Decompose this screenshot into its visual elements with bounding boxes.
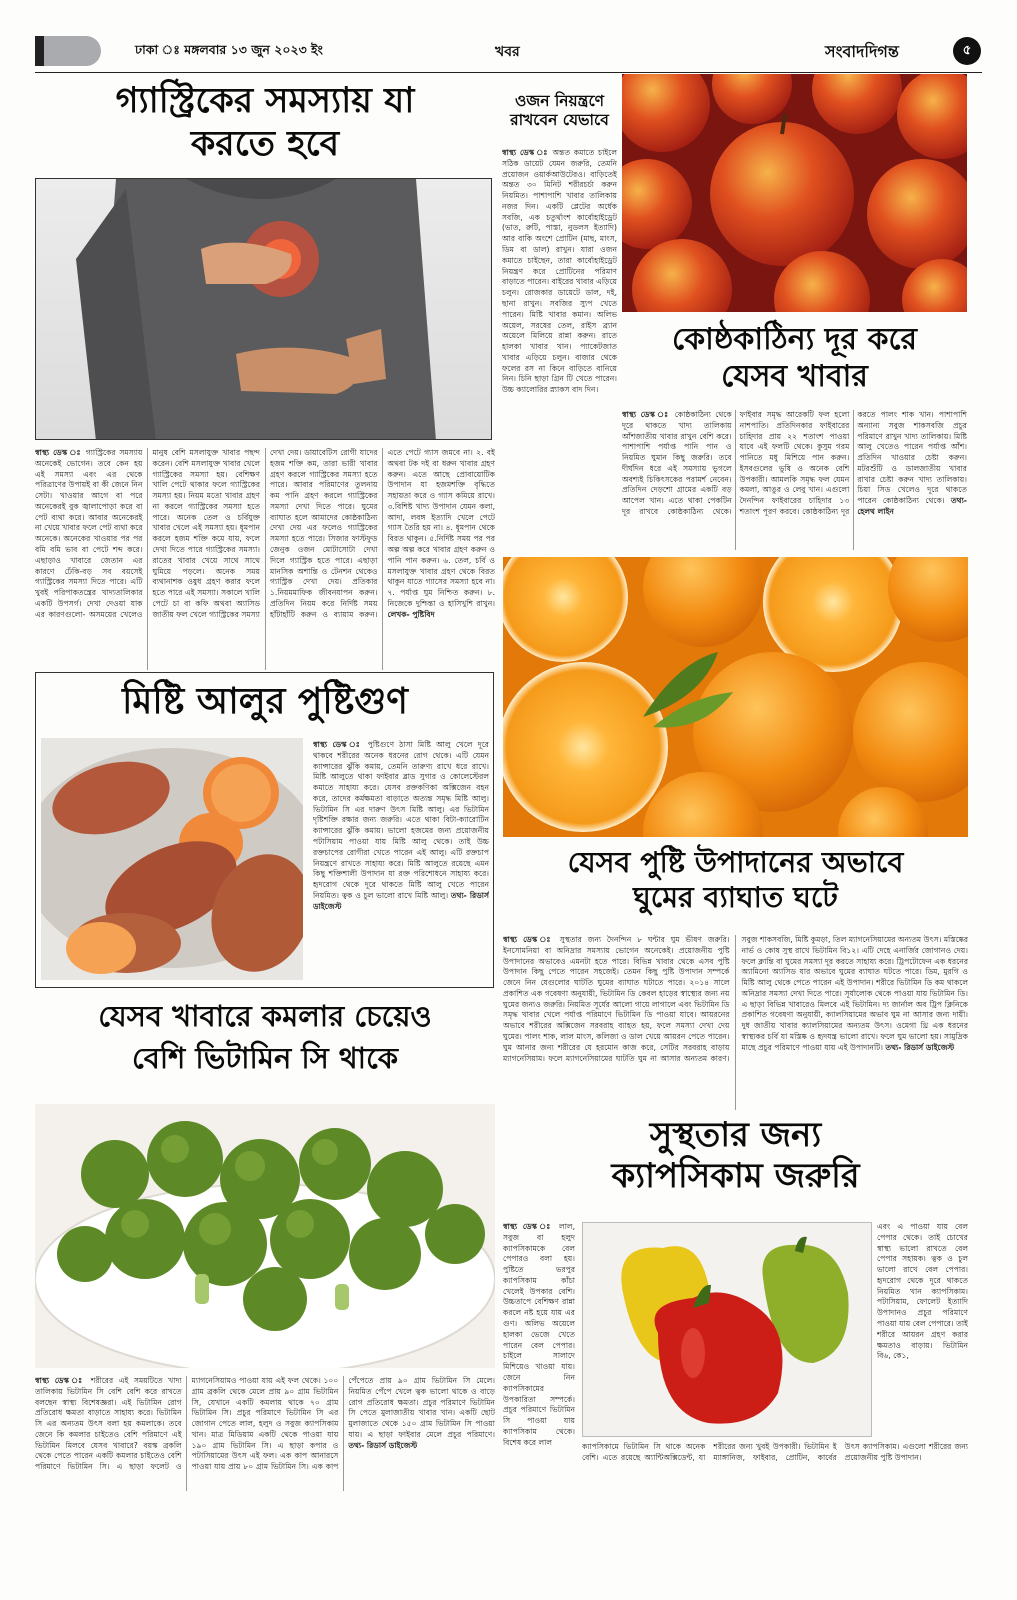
vitamin-c-title-line1: যেসব খাবারে কমলার চেয়েও xyxy=(98,999,432,1033)
constipation-title-line2: যেসব খাবার xyxy=(721,358,868,394)
page-number-badge xyxy=(953,37,981,65)
gastric-title-line1: গ্যাস্ট্রিকের সমস্যায় যা xyxy=(115,80,415,121)
header-bar xyxy=(35,33,982,73)
vitamin-c-title xyxy=(35,995,495,1079)
oranges-illustration xyxy=(503,557,968,837)
constipation-lead: স্বাস্থ্য ডেস্ক ঃ xyxy=(622,410,671,419)
sweet-potato-text: পুষ্টিগুণে ঠাসা মিষ্টি আলু খেলে দূরে থাকবে শরীরের অনেক ধরনের রোগ থেকে। এটি যেমন ক্যান্সারের ঝুঁকি কমায়, তেমনি তারুণ্য রাখে ধরে রাখে। মিষ্টি আলুতে থাকা ফাইবার ব্লাড সুগার ও কোলেস্টেরল কমাতে সাহায্য করে। যেসব রক্তকণিকা অক্সিজেন বহন করে, তাদের কর্মক্ষমতা বাড়াতে অত্যন্ত সমৃদ্ধ মিষ্টি আলু। ভিটামিন সি এর দারুণ উৎস মিষ্টি আলু। এর ভিটামিন দৃষ্টিশক্তি রক্ষার জন্য জরুরি। এতে থাকা বিটা-ক্যারোটিন ক্যান্সারের ঝুঁকি কমায়। ভালো হজমের জন্য প্রয়োজনীয় পটাসিয়াম পাওয়া যায় মিষ্টি আলু থেকে। তাই উচ্চ রক্তচাপের রোগীরা খেতে পারেন এই আলু। এটি রক্তচাপ নিয়ন্ত্রণে রাখতে সাহায্য করে। মিষ্টি আলুতে রয়েছে এমন কিছু শক্তিশালী উপাদান যা রক্ত পরিশোধনে সাহায্য করে। হৃদরোগ থেকে দূরে থাকতে মিষ্টি আলু খেতে পারেন নিয়মিত। ত্বক ও চুল ভালো রাখে মিষ্টি আলু। xyxy=(313,740,489,900)
capsicum-right-text: এবং এ পাওয়া যায় বেল পেপার থেকে। তাই চোখের স্বাস্থ্য ভালো রাখতে বেল পেপার সহায়ক। ত্বক ও চুল ভালো রাখে বেল পেপার। হৃদরোগ থেকে দূরে থাকতে নিয়মিত খান ক্যাপসিকাম। পটাসিয়াম, ফোলেট ইত্যাদি উপাদানও প্রচুর পরিমাণে পাওয়া যায় বেল পেপারে। তাই শরীরে আয়রন গ্রহণ করার ক্ষমতাও বাড়ায়। ভিটামিন বি৬, কে১, xyxy=(877,1222,968,1361)
sleep-body xyxy=(503,935,968,1110)
broccoli-bowl-illustration xyxy=(35,1104,495,1368)
weight-lead: স্বাস্থ্য ডেস্ক ঃ xyxy=(502,148,549,157)
weight-title-line1: ওজন নিয়ন্ত্রণে xyxy=(514,91,605,110)
capsicum-left-body xyxy=(503,1222,575,1492)
gastric-title-line2: করতে হবে xyxy=(190,122,340,164)
vitamin-c-title-line2: বেশি ভিটামিন সি থাকে xyxy=(131,1041,399,1076)
sweet-potato-credit: তথ্য- রিডার্স ডাইজেস্ট xyxy=(313,890,489,911)
gastric-text: গ্যাস্ট্রিকের সমস্যায় অনেকেই ভোগেন। তবে কেন হয় এই সমস্যা এবং এর থেকে পরিত্রাণের উপায়ই বা কী জেনে নিন সেটা। খাওয়ার আগে বা পরে অনেকেরই বুক জ্বালাপোড়া করে বা পেট ব্যথা করে। আবার অনেকেরই না খেয়ে খাবার ফলে পেট ব্যথা করে অনেকে। অনেকের খাওয়ার পর পর বমি বমি ভাব বা পেটে শব্দ করে। এছাড়াও খাবারে জেতান এর কারণে ঢেঁকি-বড় সব বয়সেই গ্যাস্ট্রিকের সমস্যা দিতে পারে। এটি খুবই পরিপাকতন্ত্রের খাদ্যতালিকার একটি উপসর্গ। দেখা দেওয়া যাক এর কারণগুলো- অসময়ের খেলেও মানুষ বেশি মসলাযুক্ত খাবার পছন্দ করেন। বেশি মসলাযুক্ত খাবার খেলে গ্যাস্ট্রিকের সমস্যা হয়। বেশিক্ষণ খালি পেটে থাকার ফলে গ্যাস্ট্রিকের সমস্যা হয়। নিয়ম মতো খাবার গ্রহণ না করলে গ্যাস্ট্রিকের সমস্যা হতে পারে। অনেক তেল ও চর্বিযুক্ত খাবার খেলে এই সমস্যা হয়। ধূমপান করলে হজম শক্তি কমে যায়, ফলে দেখা দিতে পারে গ্যাস্ট্রিকের সমস্যা। রাতের খাবার খেয়ে সাথে সাথে ঘুমিয়ে পড়লে। অনেক সময় ব্যথানাশক ওষুধ গ্রহণ করার ফলে হতে পারে এই সমস্যা। সকালে খালি পেটে চা বা কফি অথবা অ্যাসিড জাতীয় ফল খেলে গ্যাস্ট্রিকের সমস্যা দেখা দেয়। ডায়াবেটিস রোগী যাদের হজম শক্তি কম, তারা ভারী খাবার গ্রহণ করলে গ্যাস্ট্রিকের সমস্যা হতে পারে। আবার পরিমাণের তুলনায় কম পানি গ্রহণ করলে গ্যাস্ট্রিকের সমস্যা দেখা দিতে পারে। ঘুমের ব্যাঘাত হলে আমাদের কোষ্ঠকাঠিন্য দেখা দেয় এর ফলেও গ্যাস্ট্রিকের সমস্যা হতে পারে। সিজার ফাস্টফুড জেনুক ওজন মোটাসোটা দেখা দিলে গ্যাস্ট্রিক হতে পারে। এছাড়া মানসিক অশান্তি ও টেনশন থেকেও গ্যাস্ট্রিক দেখা দেয়। প্রতিকার ১.নিয়মমাফিক জীবনযাপন করুন। প্রতিদিন নিয়ম করে নির্দিষ্ট সময় হাঁটাহাঁটি করুন ও ব্যায়াম করুন। এতে পেটে গ্যাস জমবে না। ২. বই অথবা টক দই বা ধরুন খাবার গ্রহণ করুন। এতে আছে প্রোবায়োটিক উপাদান যা হজমশক্তি বৃদ্ধিতে সহায়তা করে ও গ্যাস কমিয়ে রাখে। ৩.বিশিষ্ট খাদ্য উপাদান যেমন কলা, আদা, লবঙ্গ ইত্যাদি খেলে পেটে গ্যাস তৈরি হয় না। ৪. ধূমপান থেকে বিরত থাকুন। ৫.নির্দিষ্ট সময় পর পর অল্প অল্প করে খাবার গ্রহণ করুন ও পানি পান করুন। ৬. তেল, চর্বি ও মসলাযুক্ত খাবার গ্রহণ থেকে বিরত থাকুন যাতে গ্যাসের সমস্যা হবে না। ৭. পর্যাপ্ত ঘুম নিশ্চিত করুন। ৮. নিজেকে দুশ্চিন্তা ও হাসিখুশি রাখুন। xyxy=(35,448,495,619)
capsicum-bottom-text: ক্যাপসিকামে ভিটামিন সি থাকে অনেক বেশি। এতে রয়েছে অ্যান্টিঅক্সিডেন্ট, যা শরীরের জন্য খুবই উপকারী। ভিটামিন ই ম্যাঙ্গানিজ, ফাইবার, প্রোটিন, কার্বের উৎস ক্যাপসিকাম। এগুলো শরীরের জন্য প্রয়োজনীয় পুষ্টি উপাদান। xyxy=(582,1442,968,1462)
sweet-potato-body xyxy=(313,740,489,983)
weight-text: অন্তত কমাতে চাইলে সঠিক ডায়েট যেমন জরুরি, তেমনি প্রয়োজন ওয়ার্কআউটেরও। বাড়িতেই অন্তত ৩০ মিনিট শরীরচর্চা করুন নিয়মিত। পাশাপাশি খাবার তালিকায় নজর দিন। একটি প্লেটের অর্ধেক সবজি, এক চতুর্থাংশ কার্বোহাইড্রেট (ভাত, রুটি, পাস্তা, নুডলস ইত্যাদি) আর বাকি অংশে প্রোটিন (মাছ, মাংস, ডিম বা ডাল) রাখুন। যারা ওজন কমাতে চাইছেন, তারা কার্বোহাইড্রেট নিয়ন্ত্রণ করে প্রোটিনের পরিমাণ বাড়াতে পারেন। বাইরের খাবার এড়িয়ে চলুন। রোজকার ডায়েটে ডাল, দই, ছানা রাখুন। সবজির স্যুপ খেতে পারেন। মিষ্টি খাবার কমান। অলিভ অয়েল, সরষের তেল, রাইস ব্র্যান অয়েলে মিলিয়ে রান্না করুন। রাতে হালকা খাবার খান। প্যাকেটজাত খাবার এড়িয়ে চলুন। বাজার থেকে ফলের রস না কিনে বাড়িতে বানিয়ে নিন। চিনি ছাড়া গ্রিন টি খেতে পারেন। উচ্চ ক্যালোরির স্ন্যাকস বাদ দিন। xyxy=(502,148,617,395)
sleep-credit: তথ্য- রিডার্স ডাইজেস্ট xyxy=(885,1042,955,1052)
weight-body xyxy=(502,148,617,548)
capsicum-right-body xyxy=(877,1222,968,1437)
section-label: খবর xyxy=(495,44,520,60)
sweet-potatoes-illustration xyxy=(41,738,303,980)
sleep-title xyxy=(503,845,968,915)
dateline: ঢাকা ঃ মঙ্গলবার ১৩ জুন ২০২৩ ইং xyxy=(135,42,323,57)
weight-title xyxy=(502,92,617,130)
header-tab-icon xyxy=(35,36,101,66)
sweet-potato-photo xyxy=(41,738,303,980)
weight-title-line2: রাখবেন যেভাবে xyxy=(510,109,609,129)
capsicum-left-text: লাল, সবুজ বা হলুদ ক্যাপসিকামকে বেল পেপারও বলা হয়। পুষ্টিতে ভরপুর ক্যাপসিকাম কাঁচা খেলেই উপকার বেশি। উচ্চতাপে বেশিক্ষণ রান্না করলে নষ্ট হয়ে যায় এর গুণ। অলিভ অয়েলে হালকা ভেজে খেতে পারেন বেল পেপার। চাইলে সালাদে মিশিয়েও খাওয়া যায়। জেনে নিন ক্যাপসিকামের উপকারিতা সম্পর্কে। প্রচুর পরিমাণে ভিটামিন সি পাওয়া যায় ক্যাপসিকাম থেকে। বিশেষ করে লাল xyxy=(503,1222,575,1447)
sweet-potato-title: মিষ্টি আলুর পুষ্টিগুণ xyxy=(122,680,408,722)
sweet-potato-lead: স্বাস্থ্য ডেস্ক ঃ xyxy=(313,740,363,749)
gastric-title xyxy=(35,80,495,165)
constipation-title xyxy=(622,322,967,395)
capsicum-title-line2: ক্যাপসিকাম জরুরি xyxy=(611,1156,860,1197)
masthead: সংবাদদিগন্ত xyxy=(825,42,899,61)
vitamin-c-credit: তথ্য- রিডার্স ডাইজেস্ট xyxy=(348,1440,418,1450)
capsicum-title-line1: সুস্থতার জন্য xyxy=(649,1115,822,1155)
constipation-credit: তথ্য- হেলথ লাইন xyxy=(857,496,967,517)
bell-peppers-illustration xyxy=(583,1223,872,1437)
gastric-lead: স্বাস্থ্য ডেস্ক ঃ xyxy=(35,448,82,457)
broccoli-photo xyxy=(35,1104,495,1368)
capsicum-bottom-body xyxy=(582,1442,968,1492)
capsicum-title xyxy=(503,1115,968,1198)
gastric-credit: লেখক- পুষ্টিবিদ xyxy=(387,609,435,619)
capsicum-photo xyxy=(582,1222,872,1437)
constipation-text: কোষ্ঠকাঠিন্য থেকে দূরে থাকতে খাদ্য তালিকায় আঁশজাতীয় খাবার রাখুন বেশি করে। পাশাপাশি পর্যাপ্ত পানি পান ও নিয়মিত ঘুমান কিছু জরুরি। তবে দীর্ঘদিন ধরে এই সমস্যায় ভুগলে অবশ্যই চিকিৎসকের পরামর্শ নেবেন। প্রতিদিন দেড়শো গ্রামের একটি বড় আপেল খান। এতে থাকা পেকটিন দূর রাখবে কোষ্ঠকাঠিন্য থেকে। ফাইবার সমৃদ্ধ আরেকটি ফল হলো নাশপাতি। প্রতিদিনকার ফাইবারের চাহিদার প্রায় ২২ শতাংশ পাওয়া যাবে এই ফলটি থেকে। কুসুম গরম পানিতে মধু মিশিয়ে পান করুন। ইসবগুলের ভুষি ও অনেক বেশি উপকারী। আমলকি সমৃদ্ধ ফল যেমন কমলা, আঙুর ও লেবু খান। এগুলো দৈনন্দিন ফাইবারের চাহিদার ১৩ শতাংশ পূরণ করবে। কোষ্ঠকাঠিন্য দূর করতে পালং শাক খান। পাশাপাশি অন্যান্য সবুজ শাকসবজি প্রচুর পরিমাণে রাখুন খাদ্য তালিকায়। মিষ্টি আলু খেতেও পারেন পর্যাপ্ত আঁশ। প্রতিদিন খাওয়ার চেষ্টা করুন। মটরশুঁটি ও ডালজাতীয় খাবার রাখার চেষ্টা করুন খাদ্য তালিকায়। চিয়া সিড খেলেও দূরে থাকতে পারেন কোষ্ঠকাঠিন্য থেকে। xyxy=(622,410,967,517)
vitamin-c-body xyxy=(35,1376,495,1491)
constipation-body xyxy=(622,410,967,550)
apples-photo xyxy=(622,74,967,312)
vitamin-c-lead: স্বাস্থ্য ডেস্ক ঃ xyxy=(35,1376,86,1385)
vitamin-c-text: শরীরের এই সময়টিতে খাদ্য তালিকায় ভিটামিন সি বেশি বেশি করে রাখতে বলছেন স্বাস্থ্য বিশেষজ্ঞরা। এই ভিটামিন রোগ প্রতিরোধ ক্ষমতা বাড়াতে সাহায্য করে। ভিটামিন সি এর অন্যতম উৎস বলা হয় কমলাকে। তবে জেনে কি কমলার চাইতেও বেশি পরিমাণে এই ভিটামিন মিলবে যেসব খাবারে? বয়স্ক ব্রকলি থেকে পেতে পারেন একটি কমলার চাইতেও বেশি পরিমাণে ভিটামিন সি। এ ছাড়া ফলেট ও ম্যাগনেসিয়ামও পাওয়া যায় এই ফল থেকে। ১০০ গ্রাম ব্রকলি থেকে মেলে প্রায় ৯০ গ্রাম ভিটামিন সি, যেখানে একটি কমলায় থাকে ৭০ গ্রাম ভিটামিন সি। প্রচুর পরিমাণে ভিটামিন সি এর জোগান পেতে লাল, হলুদ ও সবুজ ক্যাপসিকাম খান। মাত্র মিডিয়াম একটি থেকে পাওয়া যায় ১৯০ গ্রাম ভিটামিন সি। এ ছাড়া কপার ও পটাসিয়ামের উৎস এই ফল। এক কাপ আনারসে পাওয়া যায় প্রায় ৮০ গ্রাম ভিটামিন সি। এক কাপ পেঁপেতে প্রায় ৯০ গ্রাম ভিটামিন সি মেলে। নিয়মিত পেঁপে খেলে ত্বক ভালো থাকে ও বাড়ে রোগ প্রতিরোধ ক্ষমতা। প্রচুর পরিমাণে ভিটামিন সি পেতে মুলাজাতীয় খাবার খান। একটি ছোট মুলাজাতে থেকে ১৫০ গ্রাম ভিটামিন সি পাওয়া যায়। এ ছাড়া ফাইবার মেলে প্রচুর পরিমাণে। xyxy=(35,1376,495,1472)
sleep-text: সুস্থতার জন্য দৈনন্দিন ৮ ঘন্টার ঘুম ভীষণ জরুরি। ইনসোমনিয়া বা অনিদ্রার সমস্যায় ভোগেন অনেকেই। প্রয়োজনীয় পুষ্টি উপাদানের অভাবেও এমনটা হতে পারে। বিভিন্ন খাবার থেকে এসব পুষ্টি উপাদান কিছু পেতে পারেন সহজেই। তেমন কিছু পুষ্টি উপাদান সম্পর্কে জেনে নিন যেগুলোর ঘাটতি ঘুমের ব্যাঘাত ঘটাতে পারে। ২০১৪ সালে প্রকাশিত এক গবেষণা অনুযায়ী, ভিটামিন ডি কেবল হাড়ের স্বাস্থ্যের জন্য নয় ঘুমের জন্যও জরুরি। নিয়মিত সূর্যের আলো গায়ে লাগালে এবং ভিটামিন ডি সমৃদ্ধ খাবার খেলে পর্যাপ্ত পরিমাণে ভিটামিন ডি পাওয়া যাবে। আয়রনের অভাবে শরীরের অক্সিজেন সরবরাহ ব্যাহত হয়, ফলে সমস্যা দেখা দেয় ঘুমের। পালং শাক, লাল মাংস, কলিজা ও ডাল খেয়ে আয়রন পেতে পারেন। ঘুম আনার জন্য শরীরের যে হরমোন কাজ করে, সেটির সরবরাহ বাড়ায় ম্যাগনেসিয়াম। ফলে ম্যাগনেসিয়ামের ঘাটতি ঘুম না আসার অন্যতম কারণ। সবুজ শাকসবজি, মিষ্টি কুমড়া, তিল ম্যাগনেসিয়ামের অন্যতম উৎস। মস্তিষ্কের নার্ভ ও কোষ সুস্থ রাখে ভিটামিন বি১২। এটি দেহে এনার্জির জোগানও দেয়। ফলে ক্লান্তি বা ঘুমের সমস্যা দূর করতে সাহায্য করে। ট্রিপটোফেন এক ধরনের অ্যামিনো অ্যাসিড যার অভাবে ঘুমের ব্যাঘাত ঘটতে পারে। ডিম, মুরগি ও মিষ্টি আলু থেকে পেতে পারেন এই উপাদান। শরীরে ভিটামিন ডি কম থাকলে অনিদ্রার সমস্যা দেখা দিতে পারে। সূর্যালোক থেকে পাওয়া যায় ভিটামিন ডি। এ ছাড়া বিভিন্ন খাবারেও মিলবে এই ভিটামিন। দ্য জার্নাল অব ট্রিপ ক্লিনিকে প্রকাশিত গবেষণা অনুযায়ী, ক্যালসিয়ামের অভাব ঘুম না আসার জন্য দায়ী। দুধ জাতীয় খাবার ক্যালসিয়ামের অন্যতম উৎস। ওমেগা থ্রি এক ধরনের স্বাস্থ্যকর চর্বি যা মস্তিষ্ক ও হৃদযন্ত্র ভালো রাখে। ফলে ঘুম ভালো হয়। সামুদ্রিক মাছে প্রচুর পরিমাণে পাওয়া যায় এই উপাদানটি। xyxy=(503,935,968,1063)
sleep-title-line2: ঘুমের ব্যাঘাত ঘটে xyxy=(633,879,838,914)
gastric-photo xyxy=(35,178,492,440)
header-tab-dark-bar xyxy=(35,36,44,66)
capsicum-lead: স্বাস্থ্য ডেস্ক ঃ xyxy=(503,1222,554,1231)
sleep-title-line1: যেসব পুষ্টি উপাদানের অভাবে xyxy=(567,845,904,879)
sleep-lead: স্বাস্থ্য ডেস্ক ঃ xyxy=(503,935,554,944)
apples-illustration xyxy=(622,74,967,312)
gastric-body xyxy=(35,448,495,670)
constipation-title-line1: কোষ্ঠকাঠিন্য দূর করে xyxy=(671,322,917,357)
page-number: ৫ xyxy=(962,43,972,58)
oranges-photo xyxy=(503,557,968,837)
man-stomach-pain-illustration xyxy=(36,179,492,440)
